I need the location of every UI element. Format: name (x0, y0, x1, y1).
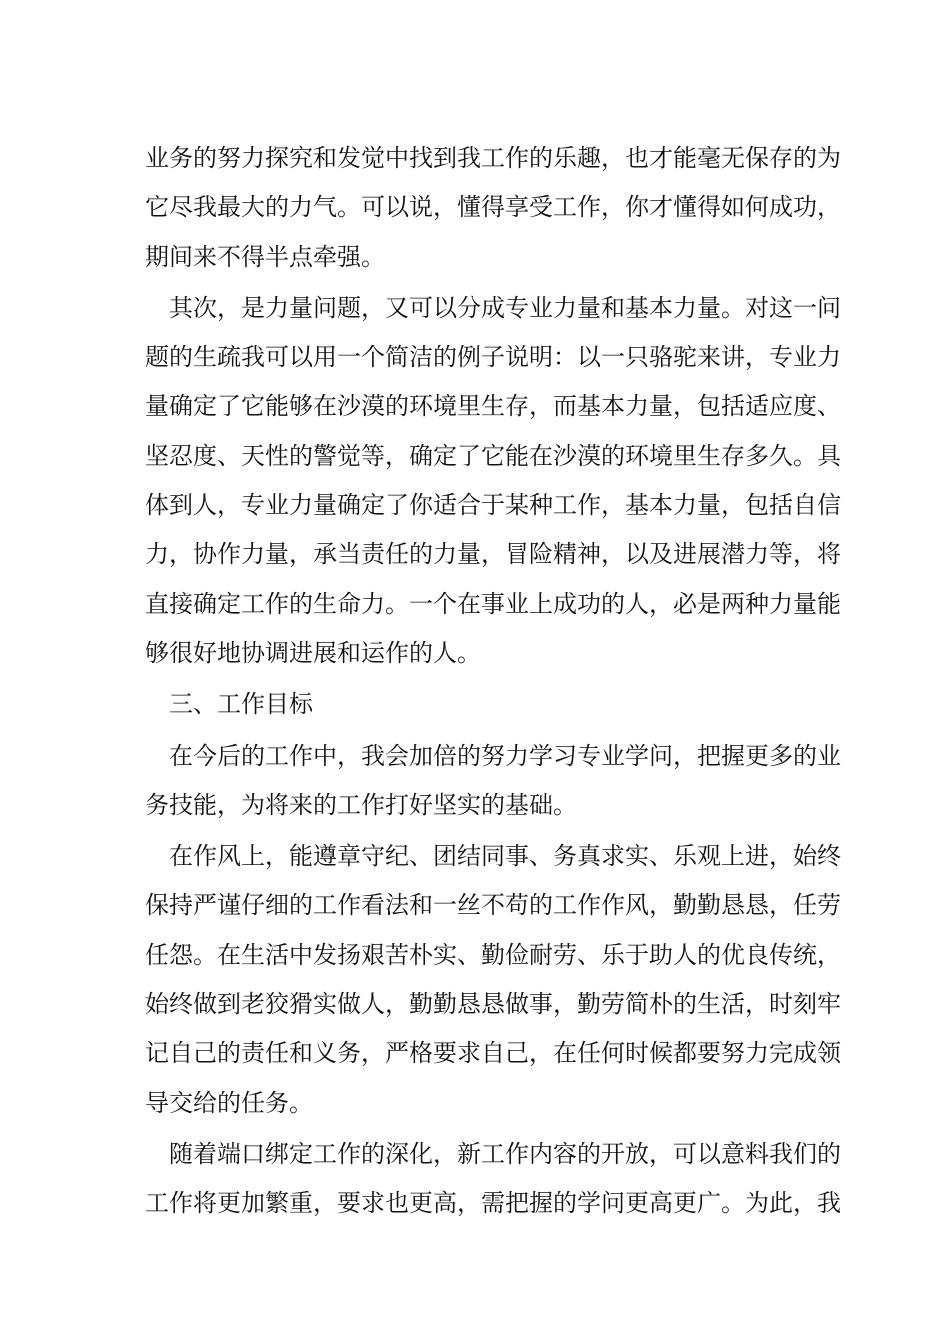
paragraph-1 (145, 134, 841, 282)
text-line: 记自己的责任和义务，严格要求自己，在任何时候都要努力完成领 (145, 1039, 841, 1068)
paragraph-4 (145, 832, 841, 1128)
text-line: 任怨。在生活中发扬艰苦朴实、勤俭耐劳、乐于助人的优良传统， (145, 940, 841, 969)
text-line: 随着端口绑定工作的深化，新工作内容的开放，可以意料我们的 (169, 1139, 841, 1168)
text-line: 始终做到老狡猾实做人，勤勤恳恳做事，勤劳简朴的生活，时刻牢 (145, 990, 841, 1019)
text-line: 其次，是力量问题，又可以分成专业力量和基本力量。对这一问 (169, 293, 841, 322)
text-line: 它尽我最大的力气。可以说，懂得享受工作，你才懂得如何成功， (145, 193, 841, 222)
text-line: 量确定了它能够在沙漠的环境里生存，而基本力量，包括适应度、 (145, 392, 841, 421)
text-line: 体到人，专业力量确定了你适合于某种工作，基本力量，包括自信 (145, 491, 841, 520)
text-line: 期间来不得半点牵强。 (145, 242, 385, 271)
paragraph-5 (145, 1130, 841, 1229)
section-title: 三、工作目标 (169, 690, 313, 719)
document-body (145, 134, 841, 1229)
text-line: 保持严谨仔细的工作看法和一丝不苟的工作作风，勤勤恳恳，任劳 (145, 891, 841, 920)
text-line: 直接确定工作的生命力。一个在事业上成功的人，必是两种力量能 (145, 589, 841, 618)
text-line: 工作将更加繁重，要求也更高，需把握的学问更高更广。为此，我 (145, 1189, 841, 1218)
text-line: 导交给的任务。 (145, 1088, 313, 1117)
text-line: 在今后的工作中，我会加倍的努力学习专业学问，把握更多的业 (169, 741, 841, 770)
section-heading (145, 680, 810, 729)
text-line: 够很好地协调进展和运作的人。 (145, 638, 481, 667)
text-line: 务技能，为将来的工作打好坚实的基础。 (145, 790, 577, 819)
text-line: 业务的努力探究和发觉中找到我工作的乐趣，也才能毫无保存的为 (145, 144, 841, 172)
text-line: 坚忍度、天性的警觉等，确定了它能在沙漠的环境里生存多久。具 (145, 441, 841, 470)
text-line: 题的生疏我可以用一个简洁的例子说明：以一只骆驼来讲，专业力 (145, 343, 841, 372)
paragraph-3 (145, 732, 841, 831)
paragraph-2 (145, 284, 841, 678)
text-line: 在作风上，能遵章守纪、团结同事、务真求实、乐观上进，始终 (169, 842, 841, 871)
text-line: 力，协作力量，承当责任的力量，冒险精神，以及进展潜力等，将 (145, 540, 841, 569)
